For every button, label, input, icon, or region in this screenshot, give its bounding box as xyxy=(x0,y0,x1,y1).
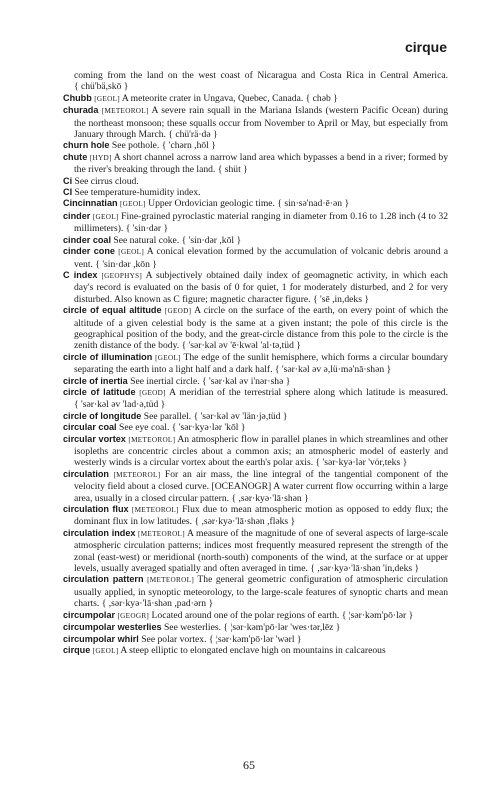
entry-definition: A subjectively obtained daily index of geomagnetic activity, in which each day's record is evaluated on the basis of 0 for quiet, 1 for moderately disturbed, and 2 for very disturbed. Also known as C figure; magnetic character figure. xyxy=(74,269,448,305)
entry-definition: See cirrus cloud. xyxy=(74,175,139,187)
dictionary-entry xyxy=(63,610,448,622)
entry-pronunciation: { ¦sər·kəm'pō·lər 'wərl } xyxy=(208,633,302,645)
subject-label: [GEOL] xyxy=(155,353,181,362)
entry-headword: circular vortex xyxy=(63,433,126,444)
dictionary-entry xyxy=(63,411,448,422)
entry-definition: The general geometric configuration of atmospheric circulation usually applied, in synoptic meteorology, to the large-scale features of synoptic charts and mean charts. xyxy=(74,574,448,610)
entry-headword: Chubb xyxy=(63,92,92,103)
entry-headword: circulation index xyxy=(63,527,136,538)
entry-pronunciation: { 'sər·kyə·lər 'vȯr,teks } xyxy=(315,457,408,469)
dictionary-entry xyxy=(63,187,448,198)
guide-word: cirque xyxy=(404,39,447,55)
dictionary-body xyxy=(63,70,448,735)
entry-list xyxy=(63,93,448,658)
entry-definition: See inertial circle. xyxy=(130,375,200,387)
entry-pronunciation: { 'sər·kəl əv 'lad·ə,tüd } xyxy=(74,399,166,411)
entry-pronunciation: { chü'rä·də } xyxy=(168,129,218,141)
entry-headword: C index xyxy=(63,269,98,280)
entry-headword: churn hole xyxy=(63,140,110,151)
dictionary-entry xyxy=(63,246,448,270)
subject-label: [METEOROL] xyxy=(131,506,179,515)
subject-label: [GEOL] xyxy=(92,646,119,655)
entry-definition: See pothole. xyxy=(111,140,160,152)
subject-label: [METEOROL] xyxy=(113,470,161,479)
dictionary-entry xyxy=(63,528,448,575)
entry-pronunciation: { ¦sər·kəm'pō·lər } xyxy=(341,609,414,621)
continuation-pronunciation: { chü'bä,skō } xyxy=(74,81,129,93)
entry-pronunciation: { ,sər·kyə·'lā·shən } xyxy=(231,492,309,504)
entry-pronunciation: { ,sər·kyə·'lā·shən ,fləks } xyxy=(194,516,296,528)
entry-definition: A conical elevation formed by the accumulation of volcanic debris around a vent. xyxy=(74,246,448,270)
entry-definition: A meridian of the terrestrial sphere along which latitude is measured. xyxy=(169,386,448,398)
subject-label: [METEOROL] xyxy=(147,576,195,585)
dictionary-entry xyxy=(63,387,448,411)
entry-headword: cinder coal xyxy=(63,234,112,245)
entry-definition: A circle on the surface of the earth, on every point of which the altitude of a given celestial body is the same at a given instant; the pole of this circle is the geographical position of the body, and the great-circle distance from this pole to the circle is the zenith distance of the body. xyxy=(74,305,448,352)
entry-pronunciation: { 'sər·kəl əv 'ē·kwəl 'al·tə,tüd } xyxy=(181,340,301,352)
entry-definition: Flux due to mean atmospheric motion as opposed to eddy flux; the dominant flux in low latitudes. xyxy=(74,504,448,528)
entry-headword: Ci xyxy=(63,175,73,186)
dictionary-entry xyxy=(63,634,448,645)
dictionary-entry xyxy=(63,211,448,235)
entry-pronunciation: { ,sər·kyə·'lā·shən ,pad·ərn } xyxy=(101,598,214,610)
entry-pronunciation: { 'sin·dər ,kōn } xyxy=(95,258,157,270)
subject-label: [GEOGR] xyxy=(117,611,150,620)
entry-pronunciation: { 'chərn ,hōl } xyxy=(161,140,216,152)
entry-pronunciation: { 'sin·dər } xyxy=(125,223,169,235)
subject-label: [HYD] xyxy=(89,153,112,162)
entry-pronunciation: { ¦sər·kəm'pō·lər 'wes·tər,lēz } xyxy=(223,622,341,634)
entry-pronunciation: { chəb } xyxy=(305,92,338,104)
entry-definition: See eye coal. xyxy=(119,422,170,434)
entry-headword: churada xyxy=(63,105,99,116)
entry-pronunciation: { ,sər·kyə·'lā·shən 'in,deks } xyxy=(310,563,420,575)
entry-pronunciation: { 'sē ,in,deks } xyxy=(312,293,369,305)
entry-definition: A meteorite crater in Ungava, Quebec, Canada. xyxy=(121,92,304,104)
subject-label: [METEOROL] xyxy=(128,435,176,444)
subject-label: [GEOD] xyxy=(164,307,192,316)
continuation-text: coming from the land on the west coast of Nicaragua and Costa Rica in Central America. xyxy=(74,70,448,81)
dictionary-entry xyxy=(63,93,448,105)
entry-pronunciation: { 'sər·kyə·lər 'kōl } xyxy=(171,422,246,434)
entry-headword: cinder cone xyxy=(63,246,115,257)
entry-headword: circle of latitude xyxy=(63,386,136,397)
subject-label: [METEOROL] xyxy=(101,107,149,116)
entry-definition: Located around one of the polar regions of earth. xyxy=(151,609,340,621)
subject-label: [GEOL] xyxy=(94,94,120,103)
dictionary-entry xyxy=(63,645,448,657)
subject-label: [GEOL] xyxy=(119,200,146,209)
subject-label: [GEOD] xyxy=(139,388,166,397)
dictionary-entry xyxy=(63,176,448,187)
entry-definition: See temperature-humidity index. xyxy=(74,187,201,199)
dictionary-entry xyxy=(63,152,448,176)
dictionary-entry xyxy=(63,105,448,140)
entry-definition: A steep elliptic to elongated enclave high on mountains in calcareous xyxy=(120,644,386,656)
entry-definition: For an air mass, the line integral of the tangential component of the velocity field about a closed curve. [OCEANOGR] A water current flow occurring within a large area, usually in a closed circular pattern. xyxy=(74,468,448,504)
dictionary-entry xyxy=(63,504,448,528)
entry-headword: circular coal xyxy=(63,422,117,433)
entry-headword: chute xyxy=(63,151,88,162)
subject-label: [GEOPHYS] xyxy=(101,271,143,280)
page-number: 65 xyxy=(243,758,255,772)
entry-headword: CI xyxy=(63,187,73,198)
subject-label: [METEOROL] xyxy=(138,529,185,538)
entry-headword: circulation xyxy=(63,468,109,479)
entry-headword: circulation pattern xyxy=(63,574,144,585)
entry-headword: circumpolar xyxy=(63,609,116,620)
entry-definition: A short channel across a narrow land area which bypasses a bend in a river; formed by the river's breaking through the land. xyxy=(74,151,448,176)
entry-definition: Upper Ordovician geologic time. xyxy=(148,198,275,210)
entry-headword: circumpolar westerlies xyxy=(63,622,162,633)
entry-headword: circle of illumination xyxy=(63,351,153,362)
entry-definition: See parallel. xyxy=(143,410,192,422)
dictionary-entry xyxy=(63,305,448,352)
dictionary-entry xyxy=(63,140,448,151)
entry-definition: See natural coke. xyxy=(113,234,180,246)
entry-headword: cirque xyxy=(63,644,91,655)
entry-definition: Fine-grained pyroclastic material ranging in diameter from 0.16 to 1.28 inch (4 to 32 millimeters). xyxy=(74,210,448,235)
entry-pronunciation: { sin·sə'nad·ē·ən } xyxy=(277,198,350,210)
entry-headword: circumpolar whirl xyxy=(63,633,139,644)
dictionary-entry xyxy=(63,270,448,305)
entry-definition: An atmospheric flow in parallel planes in which streamlines and other isopleths are concentric circles about a common axis; an atmospheric model of easterly and westerly winds is a circular vortex about the earth's polar axis. xyxy=(74,433,448,469)
entry-pronunciation: { 'sər·kəl əv ə,lü·mə'nā·shən } xyxy=(274,364,392,376)
entry-headword: circle of longitude xyxy=(63,410,142,421)
entry-definition: A measure of the magnitude of one of several aspects of large-scale atmospheric circulation patterns; indices most frequently measured represent the strength of the zonal (east-west) or meridional (north-south) components of the wind, at the surface or at upper levels, usually averaged spatially and often averaged in time. xyxy=(74,527,448,575)
subject-label: [GEOL] xyxy=(118,248,145,257)
entry-definition: See polar vortex. xyxy=(141,633,207,645)
entry-definition: See westerlies. xyxy=(163,622,221,634)
entry-pronunciation: { 'sər·kəl əv i'nər·shə } xyxy=(202,375,291,387)
entry-headword: circulation flux xyxy=(63,504,129,515)
dictionary-entry xyxy=(63,352,448,376)
dictionary-entry xyxy=(63,434,448,469)
continuation-entry xyxy=(63,70,448,93)
entry-headword: circle of equal altitude xyxy=(63,305,162,316)
dictionary-entry xyxy=(63,376,448,387)
entry-headword: Cincinnatian xyxy=(63,198,118,209)
entry-definition: The edge of the sunlit hemisphere, which forms a circular boundary separating the earth into a light half and a dark half. xyxy=(74,351,448,376)
entry-definition: A severe rain squall in the Mariana Islands (western Pacific Ocean) during the northeast monsoon; these squalls occur from November to April or May, but especially from January through March. xyxy=(74,105,448,141)
dictionary-entry xyxy=(63,235,448,246)
dictionary-entry xyxy=(63,422,448,433)
entry-pronunciation: { shüt } xyxy=(217,164,248,176)
dictionary-entry xyxy=(63,198,448,210)
dictionary-entry xyxy=(63,622,448,633)
entry-pronunciation: { 'sin·dər ,kōl } xyxy=(181,234,242,246)
entry-headword: circle of inertia xyxy=(63,375,128,386)
entry-headword: cinder xyxy=(63,210,91,221)
dictionary-entry xyxy=(63,469,448,504)
entry-pronunciation: { 'sər·kəl əv 'län·jə,tüd } xyxy=(193,410,288,422)
subject-label: [GEOL] xyxy=(92,212,119,221)
dictionary-entry xyxy=(63,574,448,609)
